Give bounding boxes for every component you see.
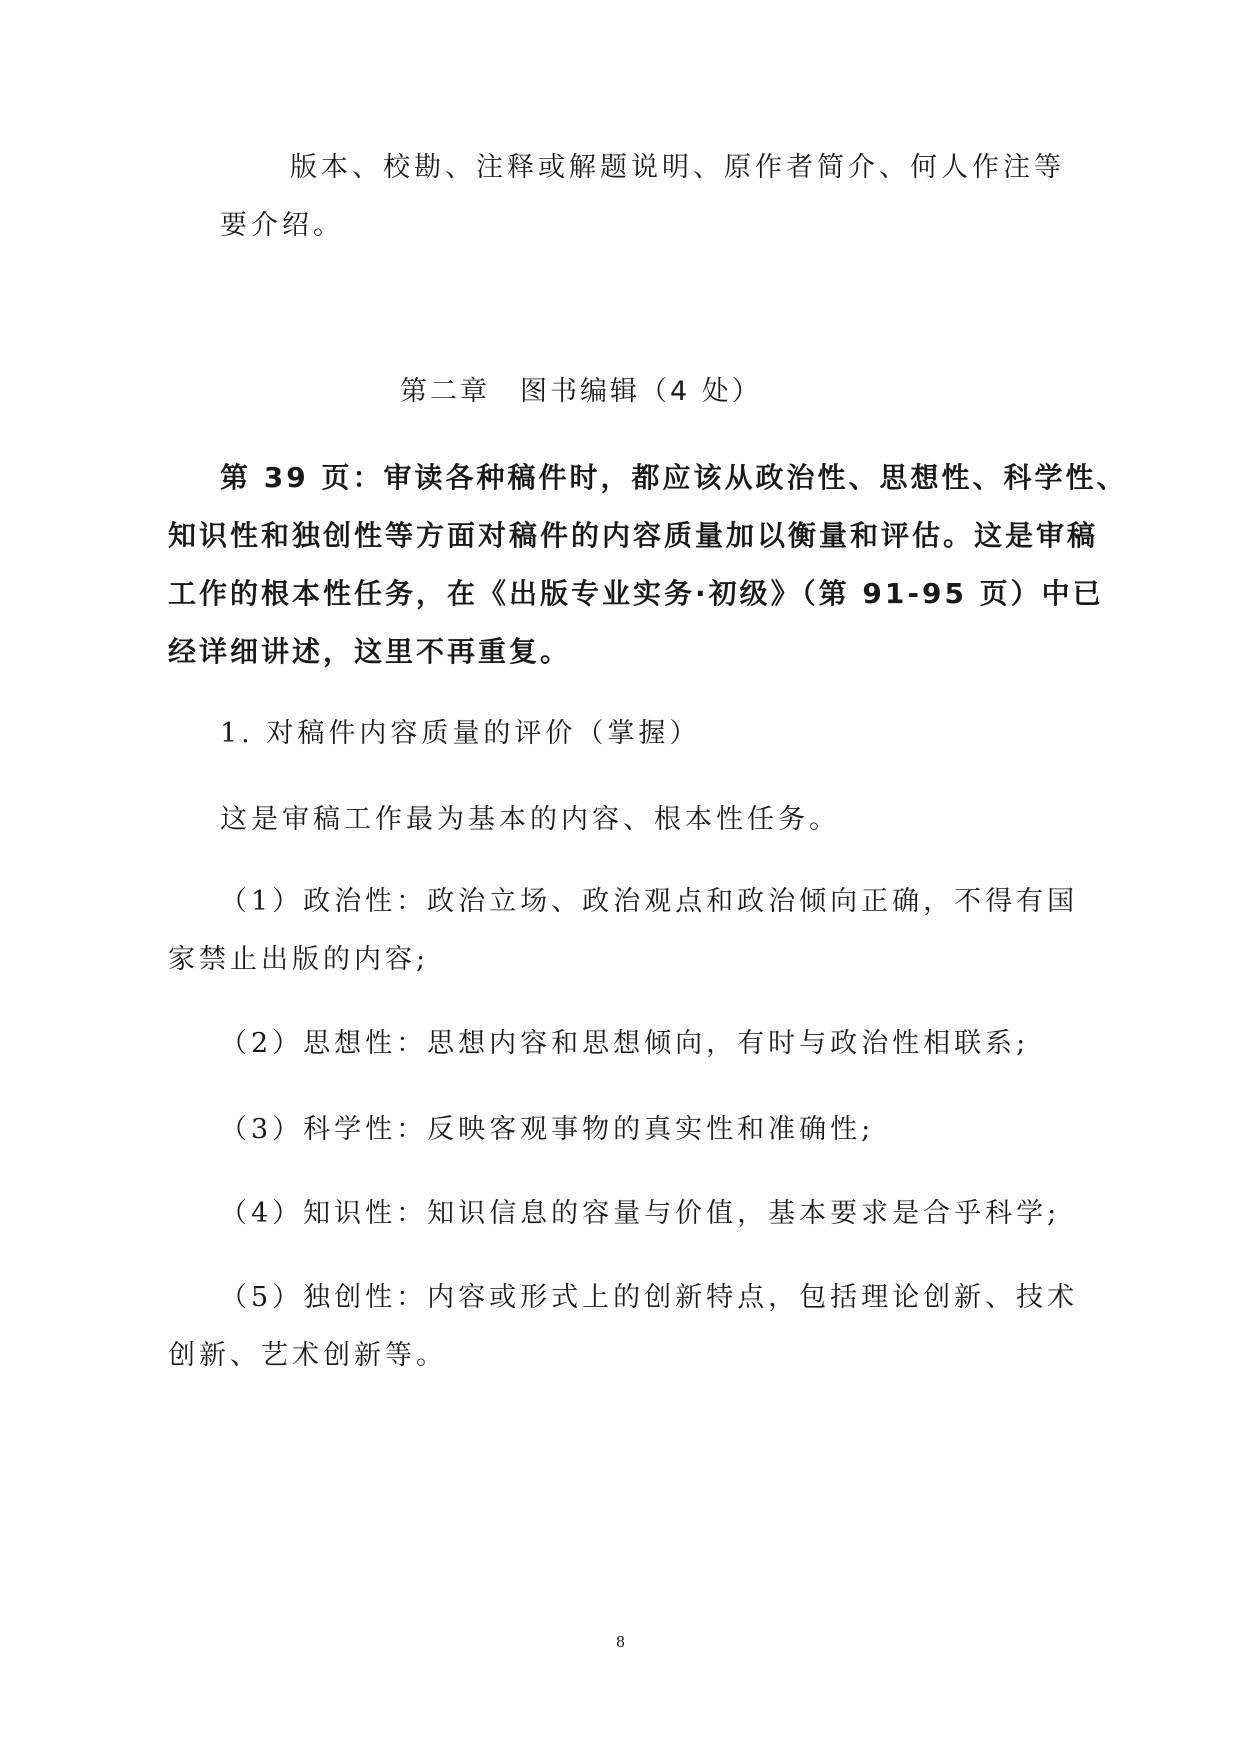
item-ideological: （2）思想性：思想内容和思想倾向，有时与政治性相联系; (220, 1028, 1030, 1059)
item-originality-line-1: （5）独创性：内容或形式上的创新特点，包括理论创新、技术 (220, 1282, 1079, 1313)
section-title: 1. 对稿件内容质量的评价（掌握） (220, 718, 701, 749)
item-political-line-2: 家禁止出版的内容; (168, 944, 430, 975)
highlight-line-4: 经详细讲述，这里不再重复。 (168, 635, 572, 668)
item-political-line-1: （1）政治性：政治立场、政治观点和政治倾向正确，不得有国 (220, 886, 1079, 917)
chapter-heading: 第二章 图书编辑（4 处） (400, 376, 762, 407)
section-intro: 这是审稿工作最为基本的内容、根本性任务。 (220, 804, 840, 835)
item-scientific: （3）科学性：反映客观事物的真实性和准确性; (220, 1114, 875, 1145)
highlight-line-3: 工作的根本性任务，在《出版专业实务·初级》（第 91-95 页）中已 (168, 577, 1104, 610)
page-number: 8 (616, 1632, 625, 1651)
item-originality-line-2: 创新、艺术创新等。 (168, 1340, 447, 1371)
item-knowledge: （4）知识性：知识信息的容量与价值，基本要求是合乎科学; (220, 1198, 1061, 1229)
intro-line-1: 版本、校勘、注释或解题说明、原作者简介、何人作注等 (290, 152, 1065, 183)
highlight-line-2: 知识性和独创性等方面对稿件的内容质量加以衡量和评估。这是审稿 (168, 519, 1099, 552)
highlight-line-1: 第 39 页：审读各种稿件时，都应该从政治性、思想性、科学性、 (220, 461, 1128, 494)
intro-line-2: 要介绍。 (220, 210, 344, 241)
